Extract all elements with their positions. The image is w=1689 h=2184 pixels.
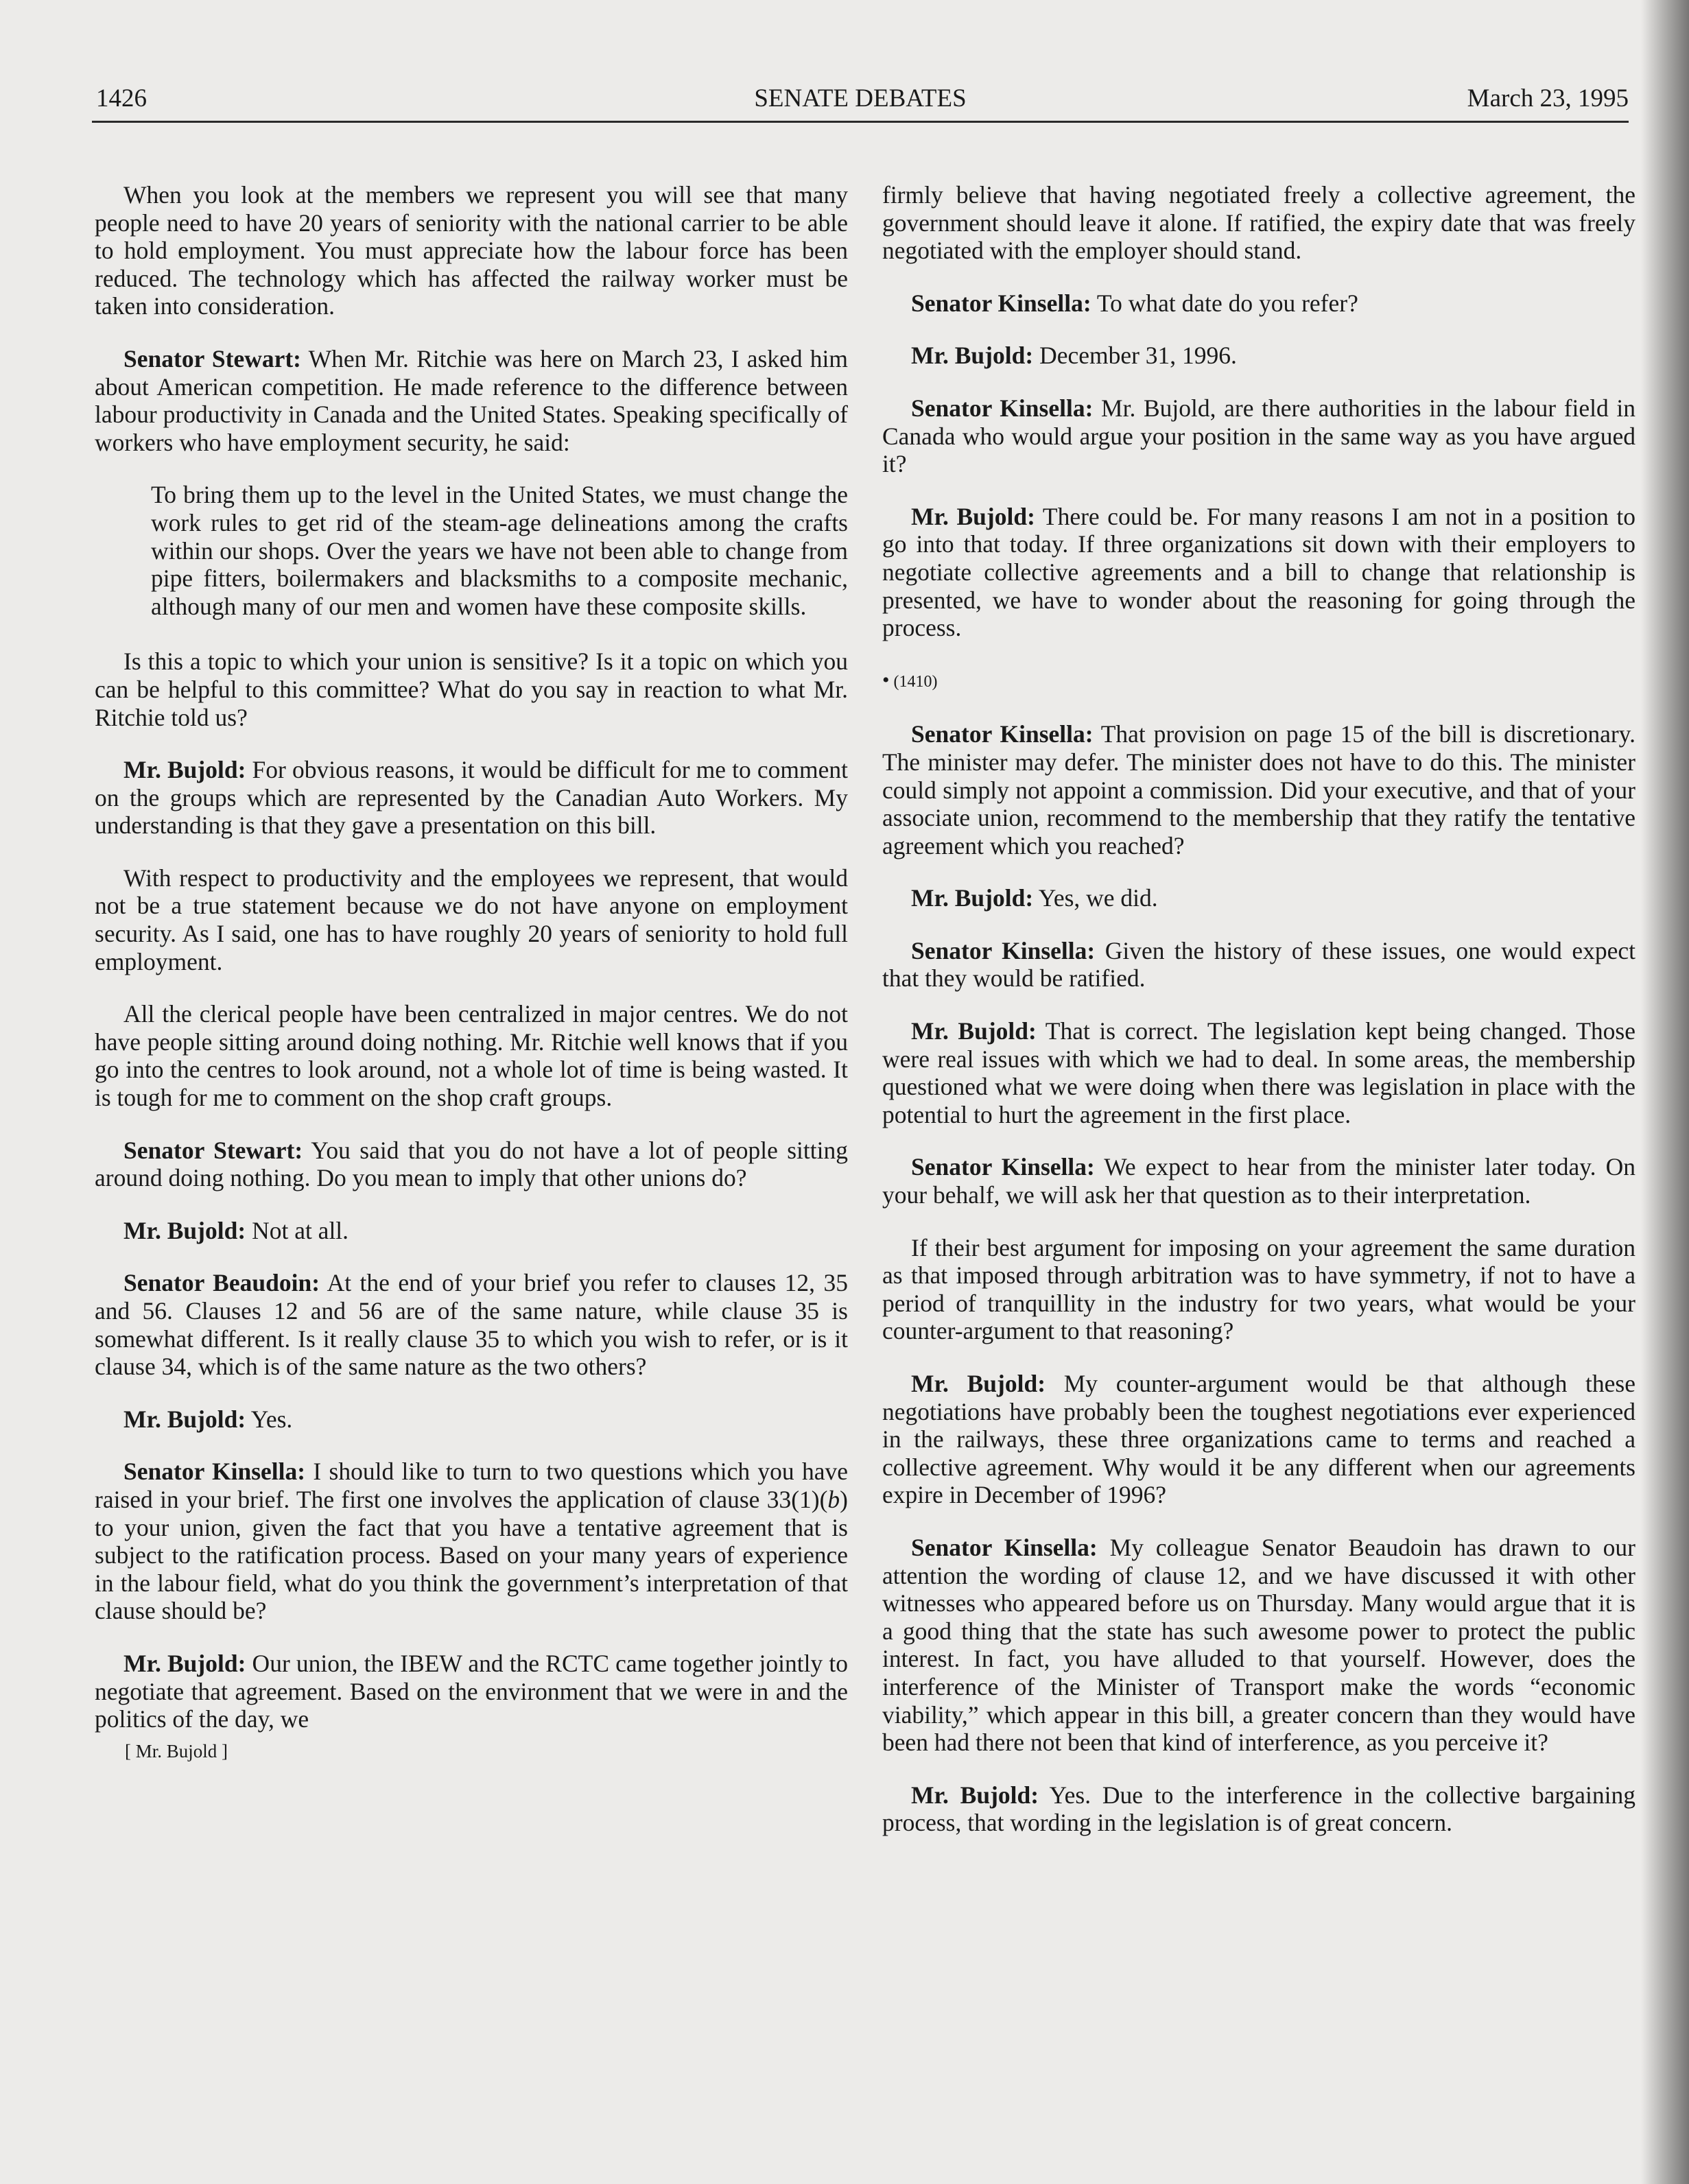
bullet-icon: • (882, 668, 890, 691)
speech-text: That is correct. The legislation kept being changed. Those were real issues with which we had to deal. In some areas, the membership questioned what we were doing when there was legislation in place with the potential to hurt the agreement in the first place. (882, 1017, 1635, 1128)
speech (882, 720, 1635, 859)
speaker-name: Mr. Bujold: (911, 342, 1034, 370)
speech (882, 884, 1635, 912)
speech-text: We expect to hear from the minister later today. On your behalf, we will ask her that question as to their interpretation. (882, 1153, 1635, 1209)
speaker-name: Mr. Bujold: (123, 1405, 246, 1433)
speech-text: December 31, 1996. (1033, 342, 1237, 370)
speech (882, 1534, 1635, 1757)
speech-text: For obvious reasons, it would be difficult for me to comment on the groups which are represented by the Canadian Auto Workers. My understanding is that they gave a presentation on this bill. (95, 756, 848, 840)
speaker-continuation-note: [ Mr. Bujold ] (125, 1740, 228, 1761)
paragraph-continued: firmly believe that having negotiated freely a collective agreement, the government should leave it alone. If ratified, the expiry date that was freely negotiated with the employer should stand. (882, 181, 1635, 265)
speech (882, 1153, 1635, 1209)
speech (95, 1458, 848, 1625)
speech-text: Given the history of these issues, one would expect that they would be ratified. (882, 936, 1635, 993)
speech (882, 937, 1635, 993)
speaker-name: Senator Kinsella: (911, 289, 1091, 317)
left-column (95, 181, 848, 1765)
paragraph: All the clerical people have been centralized in major centres. We do not have people sitting around doing nothing. Mr. Ritchie well knows that if you go into the centres to look around, not a whole lot of time is being wasted. It is tough for me to comment on the shop craft groups. (95, 1000, 848, 1112)
speech-text: That provision on page 15 of the bill is discretionary. The minister may defer. The minister does not have to do this. The minister could simply not appoint a commission. Did your executive, and that of your associate union, recommend to the membership that they ratify the tentative agreement which you reached? (882, 720, 1635, 859)
paragraph: When you look at the members we represent you will see that many people need to have 20 years of seniority with the national carrier to be able to hold employment. You must appreciate how the labour force has been reduced. The technology which has affected the railway worker must be taken into consideration. (95, 181, 848, 320)
speaker-name: Senator Kinsella: (911, 1153, 1095, 1181)
speaker-name: Senator Kinsella: (911, 394, 1094, 422)
speaker-name: Senator Kinsella: (911, 936, 1096, 964)
speaker-name: Mr. Bujold: (123, 1649, 246, 1677)
speaker-name: Mr. Bujold: (911, 1017, 1037, 1045)
speech-text: Yes. (246, 1405, 293, 1433)
speaker-name: Senator Stewart: (123, 1136, 303, 1164)
speech-text-italic: b (827, 1485, 840, 1513)
speech (882, 289, 1635, 318)
page-number: 1426 (96, 84, 147, 112)
speaker-name: Senator Kinsella: (911, 720, 1094, 748)
speaker-name: Mr. Bujold: (911, 1370, 1046, 1397)
speaker-name: Senator Beaudoin: (123, 1269, 320, 1297)
time-marker (882, 667, 1635, 696)
speech-text: I should like to turn to two questions which you have raised in your brief. The first one involves the application of clause 33(1)( (95, 1458, 848, 1513)
speech-text: Yes. Due to the interference in the collective bargaining process, that wording in the legislation is of great concern. (882, 1781, 1635, 1837)
speech (95, 1269, 848, 1380)
speaker-name: Senator Kinsella: (911, 1533, 1098, 1561)
paragraph: If their best argument for imposing on your agreement the same duration as that imposed through arbitration was to have symmetry, if not to have a period of tranquillity in the industry for two years, what would be your counter-argument to that reasoning? (882, 1233, 1635, 1345)
page-header (92, 81, 1629, 123)
speech-text: Yes, we did. (1033, 884, 1158, 912)
block-quote: To bring them up to the level in the United States, we must change the work rules to get rid of the steam-age delineations among the crafts within our shops. Over the years we have not been able to change from pipe fitters, boilermakers and blacksmiths to a composite mechanic, although many of our men and women have these composite skills. (151, 481, 848, 620)
speech (882, 342, 1635, 370)
speech (95, 1650, 848, 1733)
speech (882, 1370, 1635, 1509)
right-column (882, 181, 1635, 1862)
speech (882, 503, 1635, 642)
speech (95, 1217, 848, 1245)
speech (95, 345, 848, 456)
page-date: March 23, 1995 (1467, 84, 1629, 112)
speech (882, 394, 1635, 478)
paragraph: With respect to productivity and the employees we represent, that would not be a true statement because we do not have anyone on employment security. As I said, one has to have roughly 20 years of seniority to hold full employment. (95, 864, 848, 975)
speech-text: To what date do you refer? (1091, 289, 1358, 317)
speech-text: Not at all. (246, 1216, 349, 1244)
speech-text: My colleague Senator Beaudoin has drawn to our attention the wording of clause 12, and we have discussed it with other witnesses who appeared before us on Thursday. Many would argue that it is a good thing that the state has such awesome power to protect the public interest. In fact, you have alluded to that yourself. However, does the interference of the Minister of Transport make the words “economic viability,” which appear in this bill, a greater concern than they would have been had there not been that kind of interference, as you perceive it? (882, 1533, 1635, 1757)
speech-text: My counter-argument would be that although these negotiations have probably been the toughest negotiations ever experienced in the railways, these three organizations came to terms and reached a collective agreement. Why would it be any different when our agreements expire in December of 1996? (882, 1370, 1635, 1509)
speech (882, 1017, 1635, 1128)
speaker-name: Mr. Bujold: (911, 502, 1035, 530)
speech-text: There could be. For many reasons I am not in a position to go into that today. If three organizations sit down with their employers to negotiate collective agreements and a bill to change that relationship is presented, we have to wonder about the reasoning for going through the process. (882, 502, 1635, 642)
publication-title: SENATE DEBATES (754, 84, 967, 112)
speaker-name: Senator Kinsella: (123, 1458, 306, 1486)
speech (882, 1781, 1635, 1837)
speech-text: Mr. Bujold, are there authorities in the labour field in Canada who would argue your position in the same way as you have argued it? (882, 394, 1635, 478)
speech-text: When Mr. Ritchie was here on March 23, I asked him about American competition. He made reference to the difference between labour productivity in Canada and the United States. Speaking specifically of workers who have employment security, he said: (95, 344, 849, 456)
speech-text: You said that you do not have a lot of people sitting around doing nothing. Do you mean to imply that other unions do? (95, 1136, 848, 1192)
paragraph: Is this a topic to which your union is sensitive? Is it a topic on which you can be helpful to this committee? What do you say in reaction to what Mr. Ritchie told us? (95, 648, 848, 731)
speaker-name: Mr. Bujold: (123, 1216, 246, 1244)
speaker-name: Mr. Bujold: (911, 1781, 1039, 1809)
speech (95, 1137, 848, 1192)
page-edge-shadow (1641, 0, 1689, 2184)
speech-text: ) to your union, given the fact that you have a tentative agreement that is subject to the ratification process. Based on your many years of experience in the labour field, what do you think the government’s interpretation of that clause should be? (95, 1485, 848, 1625)
speech (95, 756, 848, 840)
speech-text: Our union, the IBEW and the RCTC came together jointly to negotiate that agreement. Based on the environment that we were in and the politics of the day, we (95, 1649, 848, 1733)
speaker-name: Senator Stewart: (123, 344, 302, 372)
speaker-name: Mr. Bujold: (123, 756, 246, 784)
speech (95, 1405, 848, 1434)
speaker-name: Mr. Bujold: (911, 884, 1034, 912)
speech-text: At the end of your brief you refer to clauses 12, 35 and 56. Clauses 12 and 56 are of the same nature, while clause 35 is somewhat different. Is it really clause 35 to which you wish to refer, or is it clause 34, which is of the same nature as the two others? (95, 1269, 848, 1381)
time-marker-text: (1410) (893, 672, 938, 691)
